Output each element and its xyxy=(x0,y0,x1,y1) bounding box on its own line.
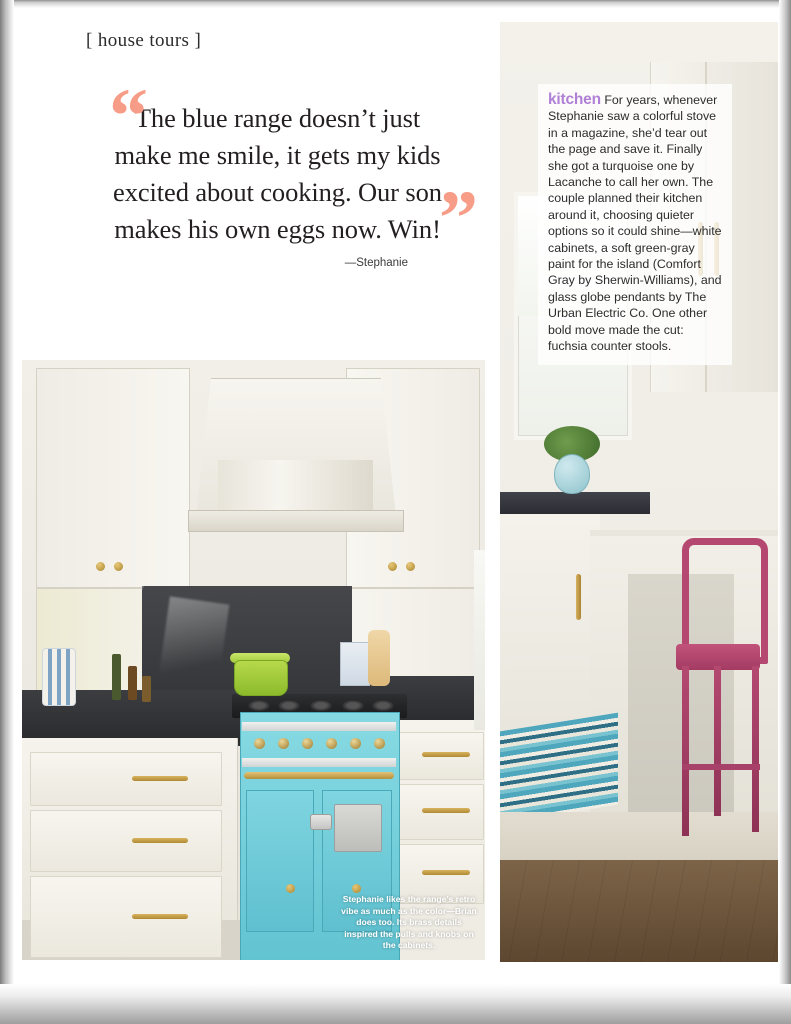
cabinet-knob xyxy=(114,562,123,571)
wood-floor xyxy=(500,860,778,962)
drawer-pull xyxy=(422,870,470,875)
drawer xyxy=(30,876,222,958)
drawer-pull xyxy=(422,752,470,757)
range-knob xyxy=(350,738,361,749)
burner xyxy=(278,700,300,711)
range-brand-badge xyxy=(310,814,332,830)
scan-edge-right xyxy=(779,0,791,1024)
scan-edge-top xyxy=(0,0,791,8)
cabinet-knob xyxy=(96,562,105,571)
range-hood-lip xyxy=(188,510,404,532)
scan-edge-left xyxy=(0,0,14,1024)
range-knob xyxy=(302,738,313,749)
drawer xyxy=(30,810,222,872)
counter-stool-leg xyxy=(682,666,689,836)
cabinet-knob xyxy=(388,562,397,571)
soapstone-counter xyxy=(500,492,650,514)
oil-bottle xyxy=(112,654,121,700)
glass-vase xyxy=(554,454,590,494)
quote-close-mark: ” xyxy=(439,174,474,261)
cabinet-knob xyxy=(406,562,415,571)
range-knob xyxy=(278,738,289,749)
drawer-pull xyxy=(132,776,188,781)
oven-door-knob xyxy=(352,884,361,893)
striped-rug xyxy=(500,713,618,824)
window-edge xyxy=(474,550,485,730)
photo-caption-main: Stephanie likes the range’s retro vibe as much as the color—Brian does too. Its brass details inspired the pulls and knobs on the cabinets. xyxy=(341,894,477,951)
range-brass-rail xyxy=(244,772,394,779)
drawer xyxy=(30,752,222,806)
photo-kitchen-range xyxy=(22,360,485,960)
striped-jar xyxy=(42,648,76,706)
burner xyxy=(310,700,332,711)
pull-quote-attribution: —Stephanie xyxy=(344,257,408,269)
pineapple-ornament xyxy=(368,630,390,686)
oven-window xyxy=(334,804,382,852)
sidebar-body: For years, whenever Stephanie saw a colorful stove in a magazine, she’d tear out the page and save it. Finally she got a turquoise one by Lacanche to call her own. The couple planned their kitchen around it, choosing quieter options so it could shine—white cabinets, a soft green-gray paint for the island (Comfort Gray by Sherwin-Williams), and glass globe pendants by The Urban Electric Co. One other bold move made the cut: fuchsia counter stools. xyxy=(548,93,722,354)
section-label: [ house tours ] xyxy=(86,30,202,51)
burner xyxy=(372,700,394,711)
quote-open-mark: “ xyxy=(109,72,144,159)
green-dutch-oven xyxy=(234,660,288,696)
base-cabinet xyxy=(500,514,600,744)
burner xyxy=(342,700,364,711)
upper-cabinet-left xyxy=(36,368,190,588)
range-knob xyxy=(374,738,385,749)
range-knob xyxy=(254,738,265,749)
drawer-pull xyxy=(132,838,188,843)
oven-door-knob xyxy=(286,884,295,893)
counter-stool-leg xyxy=(714,666,721,816)
scan-edge-bottom xyxy=(0,984,791,1024)
patterned-canister xyxy=(340,642,370,686)
sidebar-text-block xyxy=(538,84,732,365)
cabinet-pull xyxy=(576,574,581,620)
sidebar-kicker: kitchen xyxy=(548,91,601,108)
vinegar-bottle xyxy=(128,666,137,700)
sidebar-paragraph xyxy=(548,92,722,355)
counter-stool-leg xyxy=(752,666,759,832)
range-knob xyxy=(326,738,337,749)
small-bottle xyxy=(142,676,151,702)
pull-quote xyxy=(105,72,474,269)
oven-door-left xyxy=(246,790,314,932)
burner xyxy=(248,700,270,711)
pull-quote-text: The blue range doesn’t just make me smile, it gets my kids excited about cooking. Our son makes his own eggs now. Win! xyxy=(113,103,442,244)
range-trim-band xyxy=(242,758,396,767)
drawer-pull xyxy=(132,914,188,919)
drawer-pull xyxy=(422,808,470,813)
counter-stool-rung xyxy=(682,764,760,770)
range-control-band xyxy=(242,722,396,731)
